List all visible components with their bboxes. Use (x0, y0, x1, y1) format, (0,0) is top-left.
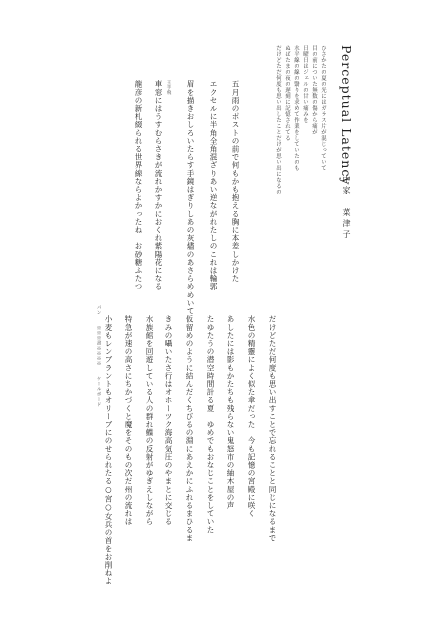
prose-line: 目の前についた無数の傷から痛が (311, 45, 317, 135)
poem-line: あしたには影もかたちも残らない鬼怒市の紬木屋の声 (226, 315, 235, 510)
poem-line: エクセルに半角全角混ざりあい逆ながれたしのこれは輪郭 (209, 80, 218, 291)
ruby-annotation: パン ※※※書※※※※ ケールボード (96, 305, 101, 407)
poem-line: きみの囁いたさ行はオホーツク海高気圧のやまとに交じる (164, 315, 173, 526)
poem-line: 水族館を回遊している人の群れ鰈の反射がゆぎえしながら (145, 315, 154, 526)
prose-line: ひさかたの夏の光にはガラス片が混じっていて (320, 45, 326, 171)
poem-annotation: 王手飛 (166, 80, 171, 96)
prose-line: 水平線の線の翳りを求めて作業をしていたのも (293, 45, 299, 171)
poem-line: 特急が速の高さにちかづくと魔をそのもの次だ州の流れは (124, 315, 133, 526)
prose-line: ぬばたまの夜の遅刻に記憶されてる (284, 45, 290, 141)
poem-line: たゆたうの潜空時間計る夏 ゆめでもおなじことをしていた (206, 315, 215, 534)
poem-line: 五月雨のポストの前で何もかも抱える胸に本差しかけた (231, 80, 240, 283)
prose-line: 日曜日はジェルの甘い痛みを (302, 45, 308, 123)
poem-line: 仮留めのように結んだくちびるの淵にあえかにふれるまひるま (185, 315, 194, 542)
poem-line: 眉を描きおしろいたらす手鏡はぎりしあの灰燼のあさらめめいて (186, 80, 195, 315)
prose-line: だけどただ何度も思い出したことだけが思い出になるの (275, 45, 281, 195)
poem-line: 車窓にはうすむらさきが流れかすかにおくれ紫陽花になる (154, 80, 163, 291)
poem-title: Perceptual Latency (339, 45, 354, 186)
poem-line: 水色の精靈によく似た傘だった 今も記憶の宮殿に咲く (247, 315, 256, 518)
poem-line: 小麦もレンブラントもオリーブにのせられたる○宮○女兵の首をお削ねよ (104, 315, 113, 586)
author-name: 中家 菜津子 (342, 175, 351, 241)
poem-line: だけどただ何度も思い出すことで忘れることと同じになるまで (268, 315, 277, 542)
poem-line: 龍彦の新札綴られる世界線ならよかったね お砂糖ふたつ (134, 80, 143, 291)
